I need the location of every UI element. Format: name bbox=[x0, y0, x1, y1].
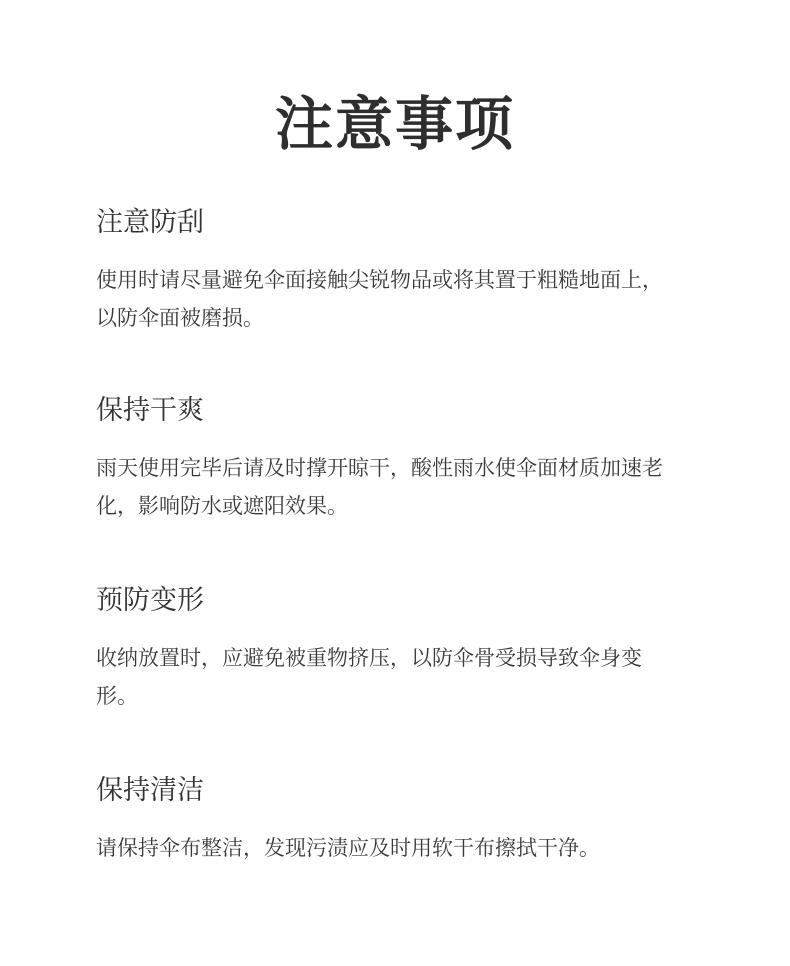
section-prevent-deformation bbox=[96, 583, 696, 715]
section-keep-dry bbox=[96, 393, 696, 525]
section-scratch-prevention bbox=[96, 205, 696, 337]
section-heading: 注意防刮 bbox=[96, 207, 204, 238]
section-keep-clean bbox=[96, 773, 696, 867]
section-body: 收纳放置时，应避免被重物挤压，以防伞骨受损导致伞身变形。 bbox=[96, 646, 642, 708]
section-heading: 预防变形 bbox=[96, 585, 204, 616]
section-body: 使用时请尽量避免伞面接触尖锐物品或将其置于粗糙地面上，以防伞面被磨损。 bbox=[96, 268, 663, 330]
section-body: 雨天使用完毕后请及时撑开晾干，酸性雨水使伞面材质加速老化，影响防水或遮阳效果。 bbox=[96, 456, 663, 518]
page-title: 注意事项 bbox=[274, 90, 515, 158]
section-body: 请保持伞布整洁，发现污渍应及时用软干布擦拭干净。 bbox=[96, 836, 600, 860]
section-heading: 保持清洁 bbox=[96, 775, 204, 806]
section-heading: 保持干爽 bbox=[96, 395, 204, 426]
